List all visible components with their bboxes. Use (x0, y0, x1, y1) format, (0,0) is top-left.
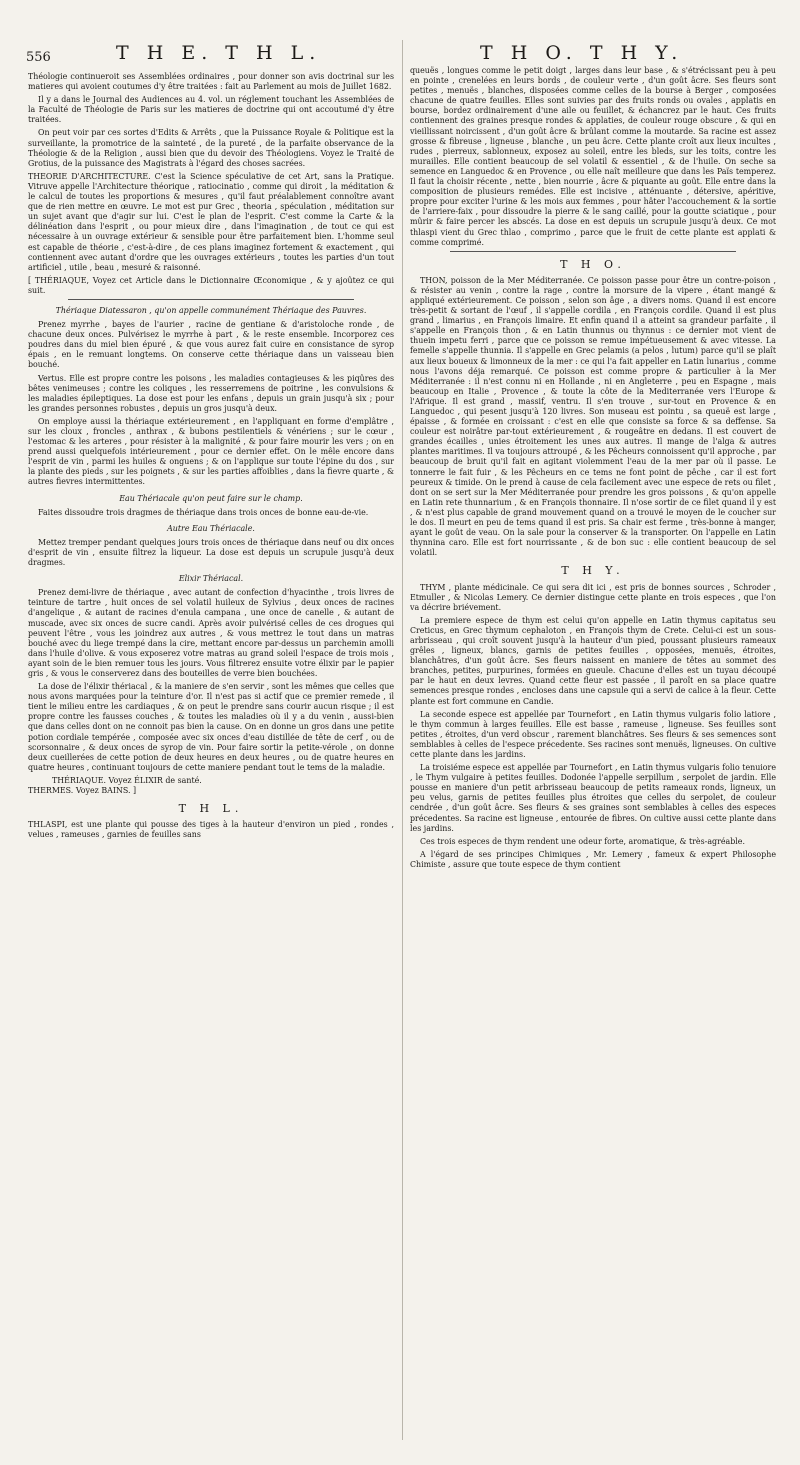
divider (450, 251, 736, 252)
paragraph: Prenez demi-livre de thériaque , avec autant de confection d'hyacinthe , trois livres de teinture de tartre , huit onces de sel volatil huileux de Sylvius , deux onces de racines d'angelique , & autant de racines d'enula campana , une once de canelle , & autant de muscade, avec six onces de sucre candi. Après avoir pulvérisé celles de ces drogues qui peuvent l'être , vous les joindrez aux autres , & vous mettrez le tout dans un matras bouché avec du liege trempé dans la cire, mettant encore par-dessus un parchemin amolli dans l'huile d'olive. & vous exposerez votre matras au grand soleil l'espace de trois mois , ayant soin de le bien remuer tous les jours. Vous filtrerez ensuite votre élixir par le papier gris , & vous le conserverez dans des bouteilles de verre bien bouchées. (28, 588, 394, 678)
subheading: Autre Eau Thériacale. (167, 523, 255, 533)
running-header-left: T H E. T H L. (116, 42, 322, 64)
paragraph: La dose de l'élixir thériacal , & la maniere de s'en servir , sont les mêmes que celles que nous avons marquées pour la teinture d'or. Il n'est pas si actif que ce premier remede , il tient le milieu entre les cardiaques , & on peut le prendre sans courir aucun risque ; il est propre contre les fausses couches , & toutes les maladies où il y a du venin , aussi-bien que dans celles dont on ne connoit pas bien la cause. On en donne un gros dans une petite potion cordiale tempérée , composée avec six onces d'eau distillée de tête de cerf , ou de scorsonnaire , & deux onces de syrop de vin. Pour faire sortir la petite-vérole , on donne deux cueillerées de cette potion de deux heures en deux heures , ou de quatre heures en quatre heures , continuant toujours de cette maniere pendant tout le tems de la maladie. (28, 682, 394, 772)
paragraph: La premiere espece de thym est celui qu'on appelle en Latin thymus capitatus seu Creticus, en Grec thymum cephaloton , en François thym de Crete. Celui-ci est un sous-arbrisseau , qui croît souvent jusqu'à la hauteur d'un pied, poussant plusieurs rameaux grêles , ligneux, blancs, garnis de petites feuilles , opposées, menuës, étroites, blanchâtres, d'un goût âcre. Ses fleurs naissent en maniere de têtes au sommet des branches, petites, purpurines, formées en gueule. Chacune d'elles est un tuyau découpé par le haut en deux levres. Quand cette fleur est passée , il paroît en sa place quatre semences presque rondes , encloses dans une capsule qui a servi de calice à la fleur. Cette plante est fort commune en Candie. (410, 615, 776, 706)
paragraph: Il y a dans le Journal des Audiences au 4. vol. un réglement touchant les Assemblées de la Faculté de Théologie de Paris sur les matieres de doctrine qui ont accoutumé d'y être traitées. (28, 95, 394, 125)
page-number: 556 (26, 50, 51, 65)
paragraph: Vertus. Elle est propre contre les poisons , les maladies contagieuses & les piqûres des bêtes venimeuses ; contre les coliques , les resserremens de poitrine , les convulsions & les maladies épileptiques. La dose est pour les enfans , depuis un grain jusqu'à six ; pour les grandes personnes robustes , depuis un gros jusqu'à deux. (28, 373, 394, 413)
right-column (410, 66, 776, 873)
paragraph: Ces trois especes de thym rendent une odeur forte, aromatique, & très-agréable. (420, 836, 745, 846)
entry-thon: THON, poisson de la Mer Méditerranée. Ce poisson passe pour être un contre-poison , & résister au venin , contre la rage , contre la morsure de la vipere , étant mangé & appliqué extérieurement. Ce poisson , selon son âge , a divers noms. Quand il est encore très-petit & sortant de l'œuf , il s'appelle cordila , en François cordile. Quand il est plus grand , limarius , en François limaire. Et enfin quand il a atteint sa grandeur parfaite , il s'appelle en François thon , & en Latin thunnus ou thynnus : ce dernier mot vient de thuein impetu ferri , parce que ce poisson se remue impétueusement & avec vitesse. La femelle s'appelle thunnia. Il s'appelle en Grec pelamis (a pelos , lutum) parce qu'il se plaît aux lieux boueux & limonneux de la mer : ce qui l'a fait appeller en Latin lunarius , comme nous l'avons déja remarqué. Ce poisson est comme propre & particulier à la Mer Méditerranée : il n'est connu ni en Hollande , ni en Angleterre , peu en Espagne , mais beaucoup en Italie , Provence , & toute la côte de la Mediterranée vers l'Europe & l'Afrique. Il est grand , massif, ventru. Il s'en trouve , sur-tout en Provence & en Languedoc , qui pesent jusqu'à 120 livres. Son museau est pointu , sa queuë est large , épaisse , & formée en croissant : c'est en elle que consiste sa force & sa deffense. Sa couleur est noirâtre par-tout extérieurement , & rougeâtre en dedans. Il est couvert de grandes écailles , unies étroitement les unes aux autres. Il mange de l'alga & autres plantes maritimes. Il va toujours attroupé , & les Pêcheurs connoissent qu'il approche , par beaucoup de bruit qu'il fait en agitant violemment l'eau de la mer par où il passe. Le tonnerre le fait fuir , & les Pêcheurs en ce tems ne font point de pêche , car il est fort peureux & timide. On le prend à cause de cela facilement avec une espece de rets ou filet , dont on se sert sur la Mer Méditerranée pour prendre les gros poissons , & qu'on appelle en Latin rete thunnarium , & en François thonnaire. Il n'ose sortir de ce filet quand il y est , & n'est plus capable de grand mouvement quand on a trouvé le moyen de le coucher sur le dos. Il meurt en peu de tems quand il est pris. Sa chair est ferme , très-bonne à manger, ayant le goût de veau. On la sale pour la conserver & la transporter. On l'appelle en Latin thynnina caro. Elle est fort nourrissante , & de bon suc : elle contient beaucoup de sel volatil. (410, 275, 776, 558)
paragraph: On peut voir par ces sortes d'Edits & Arrêts , que la Puissance Royale & Politique est la surveillante, la promotrice de la sainteté , de la pureté , de la parfaite observance de la Théologie & de la Religion , aussi bien que du devoir des Théologiens. Voyez le Traité de Grotius, de la puissance des Magistrats à l'égard des choses sacrées. (28, 128, 394, 168)
section-heading: T H Y. (561, 564, 625, 578)
column-divider (402, 40, 403, 1440)
paragraph: La seconde espece est appellée par Tournefort , en Latin thymus vulgaris folio latiore , le thym commun à larges feuilles. Elle est basse , rameuse , ligneuse. Ses feuilles sont petites , étroites, d'un verd obscur , rarement blanchâtres. Ses fleurs & ses semences sont semblables à celles de l'espece précedente. Ses racines sont menuës, ligneuses. On cultive cette plante dans les jardins. (410, 709, 776, 759)
subheading: Eau Thériacale qu'on peut faire sur le champ. (119, 493, 303, 503)
section-heading: T H L. (178, 802, 244, 816)
paragraph: La troisiéme espece est appellée par Tournefort , en Latin thymus vulgaris folio tenuiore , le Thym vulgaire à petites feuilles. Dodonée l'appelle serpillum , serpolet de jardin. Elle pousse en maniere d'un petit arbrisseau beaucoup de petits rameaux ronds, ligneux, un peu velus, garnis de petites feuilles plus étroites que celles du serpolet, de couleur cendrée , d'un goût âcre. Ses fleurs & ses graines sont semblables à celles des especes précedentes. Sa racine est ligneuse , entourée de fibres. On cultive aussi cette plante dans les jardins. (410, 763, 776, 833)
divider (68, 299, 354, 300)
entry-thlaspi: THLASPI, est une plante qui pousse des tiges à la hauteur d'environ un pied , rondes , velues , rameuses , garnies de feuilles sans (28, 820, 394, 840)
running-header-right: T H O. T H Y. (480, 42, 684, 64)
subheading: Thériaque Diatessaron , qu'on appelle communément Thériaque des Pauvres. (55, 305, 367, 315)
paragraph: Prenez myrrhe , bayes de l'aurier , racine de gentiane & d'aristoloche ronde , de chacune deux onces. Pulvérisez le myrrhe à part , & le reste ensemble. Incorporez ces poudres dans du miel bien épuré , & que vous aurez fait cuire en consistance de syrop épais , en le remuant longtems. On conserve cette thériaque dans un vaisseau bien bouché. (28, 320, 394, 370)
paragraph: Mettez tremper pendant quelques jours trois onces de thériaque dans neuf ou dix onces d'esprit de vin , ensuite filtrez la liqueur. La dose est depuis un scrupule jusqu'à deux dragmes. (28, 537, 394, 568)
paragraph: On employe aussi la thériaque extérieurement , en l'appliquant en forme d'emplâtre , sur les cloux , froncles , anthrax , & bubons pestilentiels & vénériens ; sur le cœur , l'estomac & les arteres , pour résister à la malignité , & pour faire mourir les vers ; on en prend aussi quelquefois intérieurement , pour ce dernier effet. On le mêle encore dans l'esprit de vin , parmi les huiles & onguens ; & on l'applique sur toute l'épine du dos , sur la plante des pieds , sur les poignets , & sur les parties affoiblies , dans la fievre quarte , & autres fievres intermittentes. (28, 416, 394, 487)
entry-theorie: THEORIE D'ARCHITECTURE. C'est la Science spéculative de cet Art, sans la Pratique. Vitruve appelle l'Architecture théorique , ratiocinatio , comme qui diroit , la méditation & le calcul de toutes les proportions & mesures , qu'il faut préalablement connoître avant que de rien mettre en œuvre. Le mot est pur Grec , theoria , spéculation , méditation sur un sujet avant que d'agir sur lui. C'est le plan de l'esprit. C'est comme la Carte & la délinéation dans l'esprit , ou pour mieux dire , dans l'imagination , de tout ce qui est nécessaire à un ouvrage extérieur & sensible pour être parfaitement bien. L'homme seul est capable de théorie , c'est-à-dire , de ces plans imaginez fortement & exactement , qui contiennent avec autant d'ordre que les ouvrages extérieurs , toutes les parties d'un tout artificiel , utile , beau , mesuré & raisonné. (28, 171, 394, 272)
paragraph: queuës , longues comme le petit doigt , larges dans leur base , & s'étrécissant peu à peu en pointe , crenelées en leurs bords , de couleur verte , d'un goût âcre. Ses fleurs sont petites , menuës , blanches, disposées comme celles de la bourse à Berger , composées chacune de quatre feuilles. Elles sont suivies par des fruits ronds ou ovales , applatis en bourse, bordez ordinairement d'une aile ou feuillet, & échancrez par le haut. Ces fruits contiennent des graines presque rondes & applaties, de couleur rouge obscure , & qui en vieillissant noircissent , d'un goût âcre & brûlant comme la moutarde. Sa racine est assez grosse & fibreuse , ligneuse , blanche , un peu âcre. Cette plante croît aux lieux incultes , rudes , pierreux, sablonneux, exposez au soleil, entre les bleds, sur les toits, contre les murailles. Elle contient beaucoup de sel volatil & essentiel , & de l'huile. On seche sa semence en Languedoc & en Provence , ou elle naît meilleure que dans les Païs temperez. Il faut la choisir récente , nette , bien nourrie , âcre & piquante au goût. Elle entre dans la composition de plusieurs remédes. Elle est incisive , atténuante , détersive, apéritive, propre pour exciter l'urine & les mois aux femmes , pour hâter l'accouchement & la sortie de l'arriere-faix , pour dissoudre la pierre & le sang caillé, pour la goutte sciatique , pour mûrir & faire percer les abscés. La dose en est depuis un scrupule jusqu'à deux. Ce mot thlaspi vient du Grec thlao , comprimo , parce que le fruit de cette plante est applati & comme comprimé. (410, 66, 776, 247)
cross-reference: THÉRIAQUE. Voyez ÉLIXIR de santé. (52, 775, 202, 785)
paragraph: Théologie continueroit ses Assemblées ordinaires , pour donner son avis doctrinal sur les matieres qui avoient coutumes d'y être traitées : fait au Parlement au mois de Juillet 1682. (28, 72, 394, 92)
cross-reference: THERMES. Voyez BAINS. ] (28, 786, 137, 795)
section-heading: T H O. (560, 257, 626, 271)
left-column (28, 72, 394, 843)
paragraph: A l'égard de ses principes Chimiques , Mr. Lemery , fameux & expert Philosophe Chimiste , assure que toute espece de thym contient (410, 849, 776, 869)
entry-theriaque: [ THÉRIAQUE, Voyez cet Article dans le Dictionnaire Œconomique , & y ajoûtez ce qui suit. (28, 275, 394, 295)
paragraph: Faites dissoudre trois dragmes de thériaque dans trois onces de bonne eau-de-vie. (38, 507, 369, 517)
subheading: Elixir Thériacal. (178, 574, 244, 584)
entry-thym: THYM , plante médicinale. Ce qui sera dit ici , est pris de bonnes sources , Schroder , Etmuller , & Nicolas Lemery. Ce dernier distingue cette plante en trois especes , que l'on va décrire briévement. (410, 582, 776, 612)
